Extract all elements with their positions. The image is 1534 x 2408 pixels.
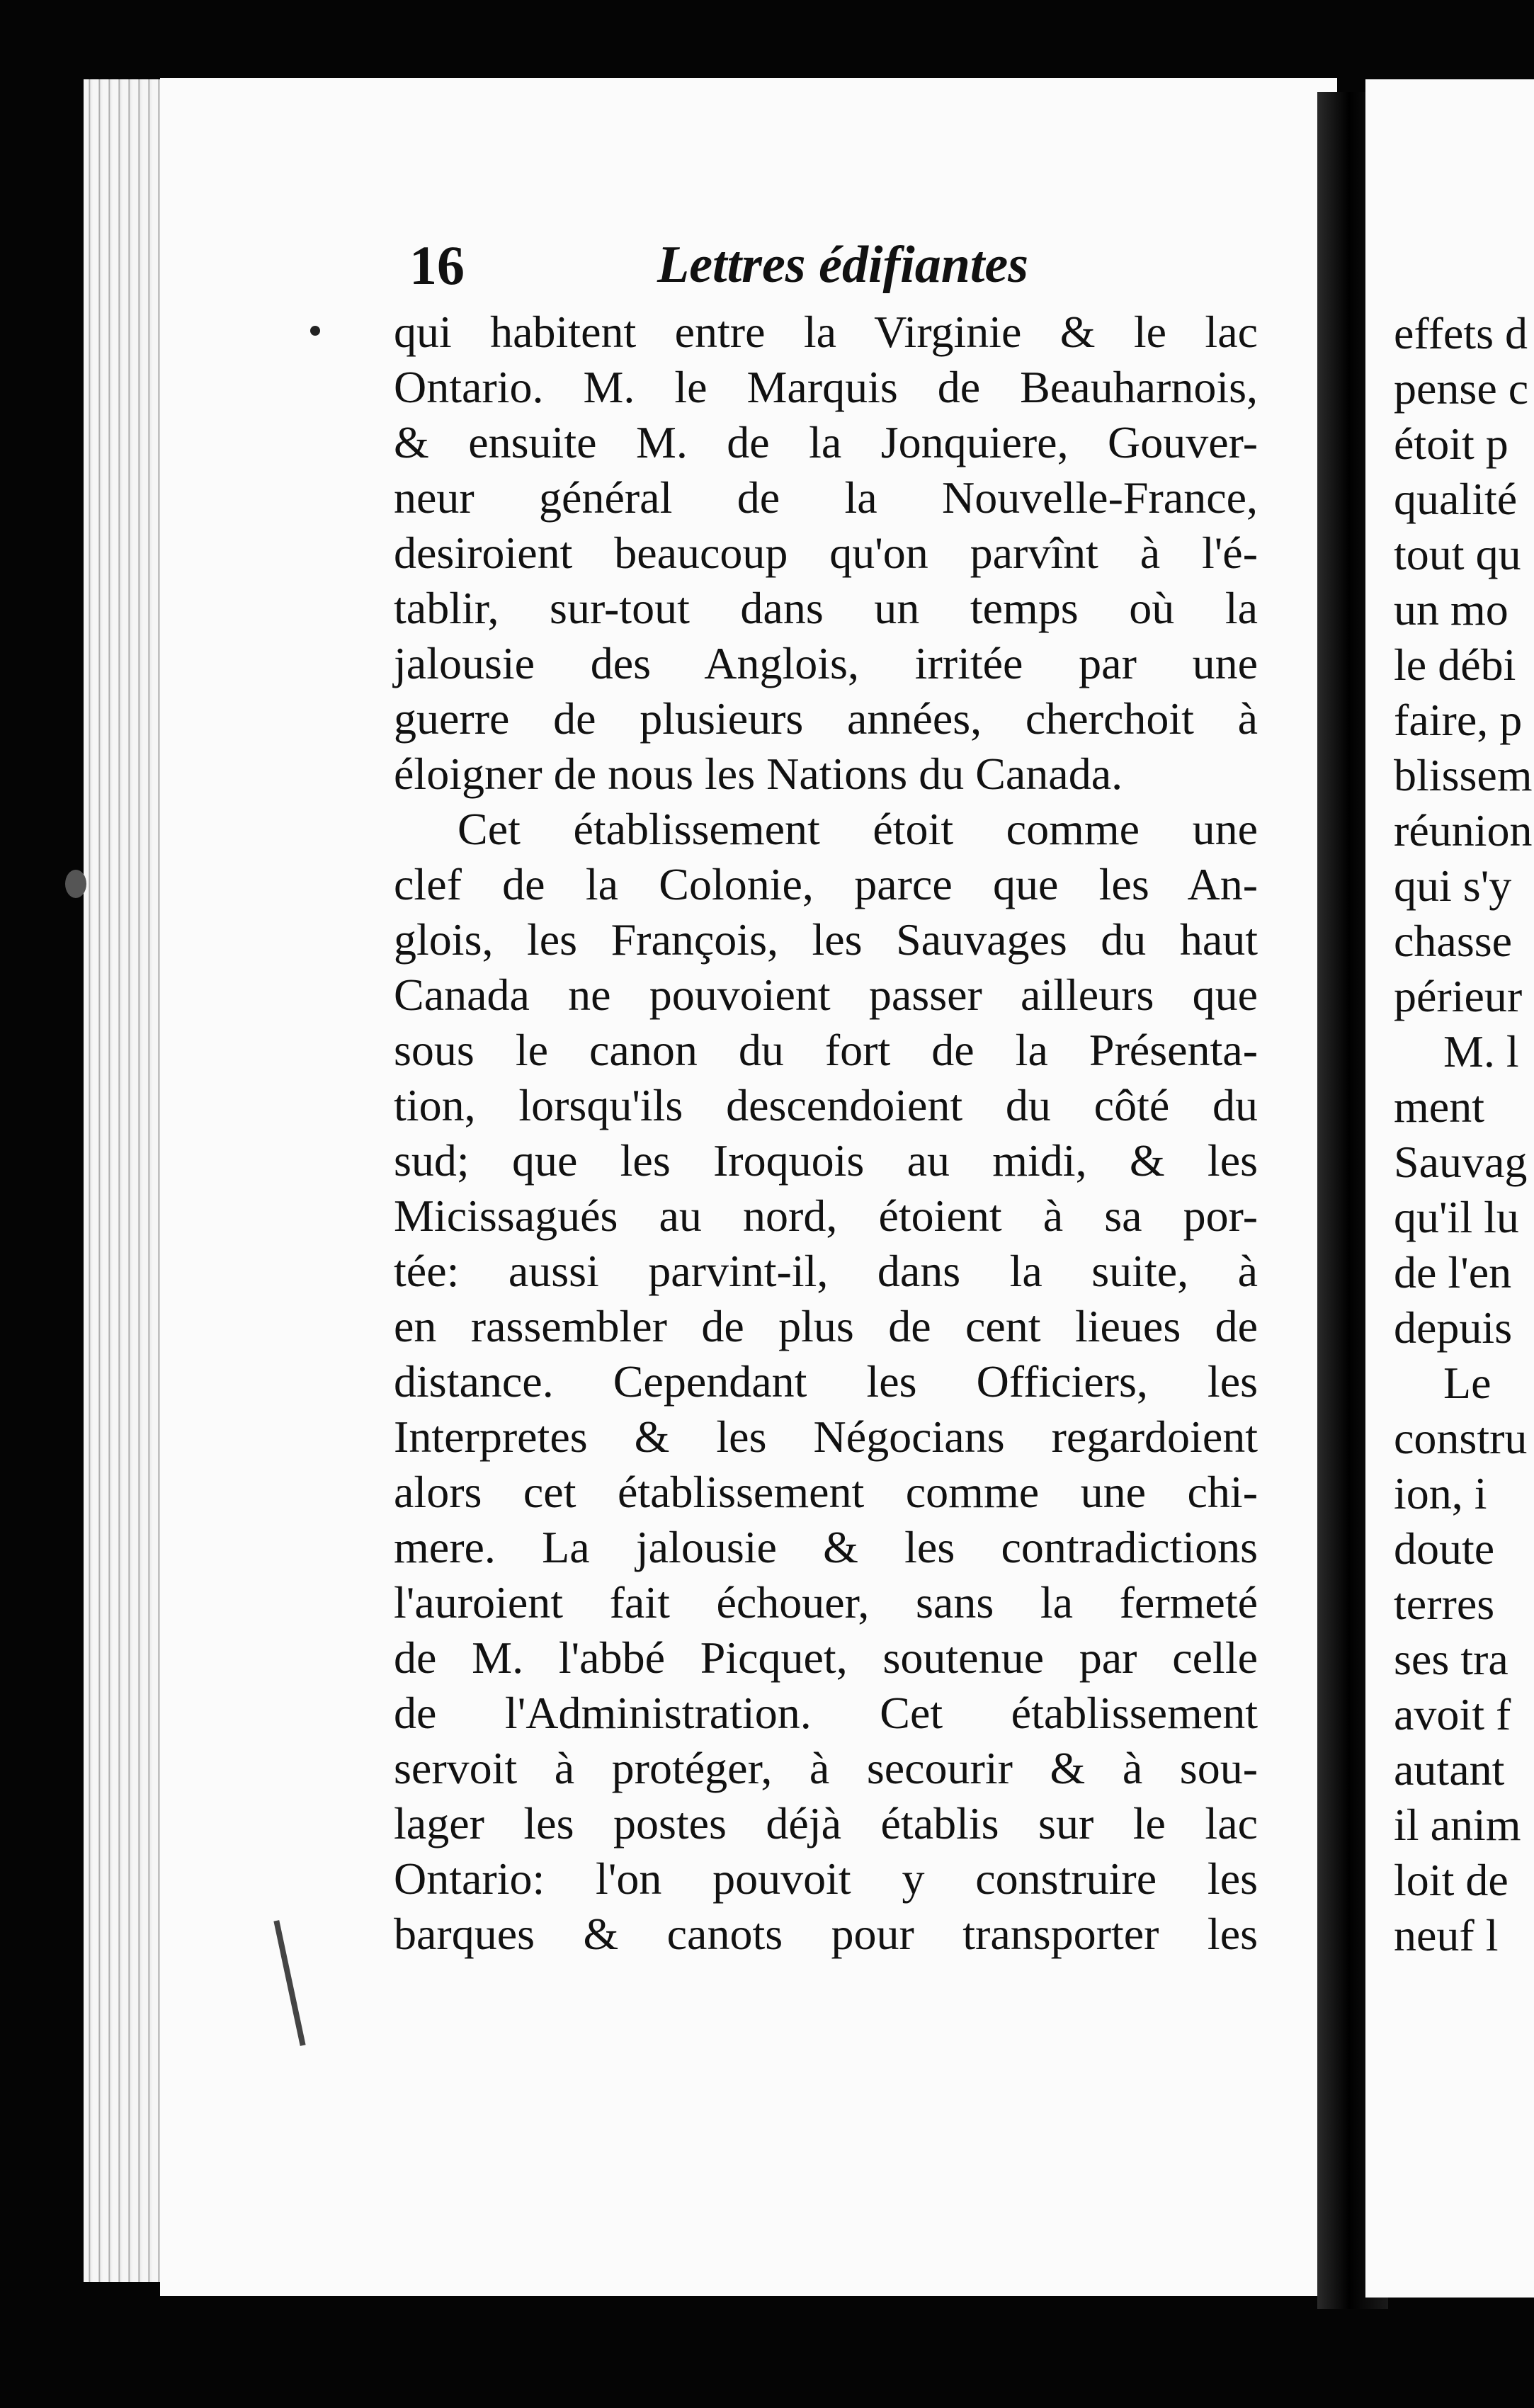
text-line: loit de: [1394, 1855, 1509, 1905]
text-line: mere. La jalousie & les contradictions: [394, 1522, 1258, 1572]
text-line: avoit f: [1394, 1689, 1511, 1739]
text-line: Canada ne pouvoient passer ailleurs que: [394, 970, 1258, 1020]
text-line: chasse: [1394, 916, 1513, 966]
text-line: terres: [1394, 1579, 1495, 1629]
page-header: [409, 234, 1047, 312]
ink-speck: [65, 870, 86, 898]
text-line: jalousie des Anglois, irritée par une: [394, 638, 1258, 688]
text-line: effets d: [1394, 308, 1528, 358]
text-line: qui s'y: [1394, 861, 1512, 911]
book-page-edge: [84, 79, 167, 2282]
text-line: blissem: [1394, 750, 1533, 800]
text-line: Ontario. M. le Marquis de Beauharnois,: [394, 362, 1258, 412]
text-line: guerre de plusieurs années, cherchoit à: [394, 693, 1258, 744]
text-line: ion, i: [1394, 1468, 1487, 1518]
text-line: l'auroient fait échouer, sans la fermeté: [394, 1577, 1258, 1628]
text-line: servoit à protéger, à secourir & à sou-: [394, 1743, 1258, 1793]
text-line: tée: aussi parvint-il, dans la suite, à: [394, 1246, 1258, 1296]
text-line: de M. l'abbé Picquet, soutenue par celle: [394, 1632, 1258, 1683]
text-line: & ensuite M. de la Jonquiere, Gouver-: [394, 417, 1258, 467]
text-line: Sauvag: [1394, 1137, 1528, 1187]
text-line: de l'en: [1394, 1247, 1512, 1297]
text-line: le débi: [1394, 640, 1516, 690]
body-text: [394, 305, 1258, 1962]
text-line: qu'il lu: [1394, 1192, 1519, 1242]
text-line: Interpretes & les Négocians regardoient: [394, 1412, 1258, 1462]
text-line: périeur: [1394, 971, 1523, 1021]
text-line: qualité: [1394, 474, 1518, 524]
text-line: ment: [1394, 1081, 1484, 1132]
text-line: barques & canots pour transporter les: [394, 1909, 1258, 1959]
text-line: desiroient beaucoup qu'on parvînt à l'é-: [394, 528, 1258, 578]
text-line: M. l: [1443, 1026, 1519, 1077]
text-line: alors cet établissement comme une chi-: [394, 1467, 1258, 1517]
text-line: ses tra: [1394, 1634, 1509, 1684]
text-line: faire, p: [1394, 695, 1523, 745]
page-number: 16: [409, 234, 465, 296]
text-line: distance. Cependant les Officiers, les: [394, 1356, 1258, 1407]
text-line: sud; que les Iroquois au midi, & les: [394, 1135, 1258, 1186]
text-line: de l'Administration. Cet établissement: [394, 1688, 1258, 1738]
text-line: étoit p: [1394, 419, 1509, 469]
text-line: en rassembler de plus de cent lieues de: [394, 1301, 1258, 1351]
text-line: pense c: [1394, 363, 1529, 414]
text-line: il anim: [1394, 1800, 1521, 1850]
text-line: autant: [1394, 1744, 1505, 1795]
right-page-text: [1394, 306, 1534, 1963]
running-title: Lettres édifiantes: [657, 236, 1029, 294]
text-line: constru: [1394, 1413, 1528, 1463]
text-line: qui habitent entre la Virginie & le lac: [394, 307, 1258, 357]
text-line: depuis: [1394, 1302, 1513, 1353]
text-line: tout qu: [1394, 529, 1521, 579]
text-line: Ontario: l'on pouvoit y construire les: [394, 1853, 1258, 1904]
ink-speck: [310, 326, 320, 336]
text-line: un mo: [1394, 584, 1509, 635]
text-line: clef de la Colonie, parce que les An-: [394, 859, 1258, 909]
text-line: Micissagués au nord, étoient à sa por-: [394, 1191, 1258, 1241]
text-line: Cet établissement étoit comme une: [458, 804, 1258, 854]
text-line: tion, lorsqu'ils descendoient du côté du: [394, 1080, 1258, 1130]
text-line: lager les postes déjà établis sur le lac: [394, 1798, 1258, 1848]
text-line: Le: [1443, 1358, 1492, 1408]
text-line: neur général de la Nouvelle-France,: [394, 472, 1258, 523]
text-line: neuf l: [1394, 1910, 1499, 1960]
text-line: doute: [1394, 1523, 1495, 1574]
text-line: sous le canon du fort de la Présenta-: [394, 1025, 1258, 1075]
text-line: réunion: [1394, 805, 1533, 856]
text-line: tablir, sur-tout dans un temps où la: [394, 583, 1258, 633]
text-line: éloigner de nous les Nations du Canada.: [394, 749, 1123, 799]
text-line: glois, les François, les Sauvages du haut: [394, 914, 1258, 965]
